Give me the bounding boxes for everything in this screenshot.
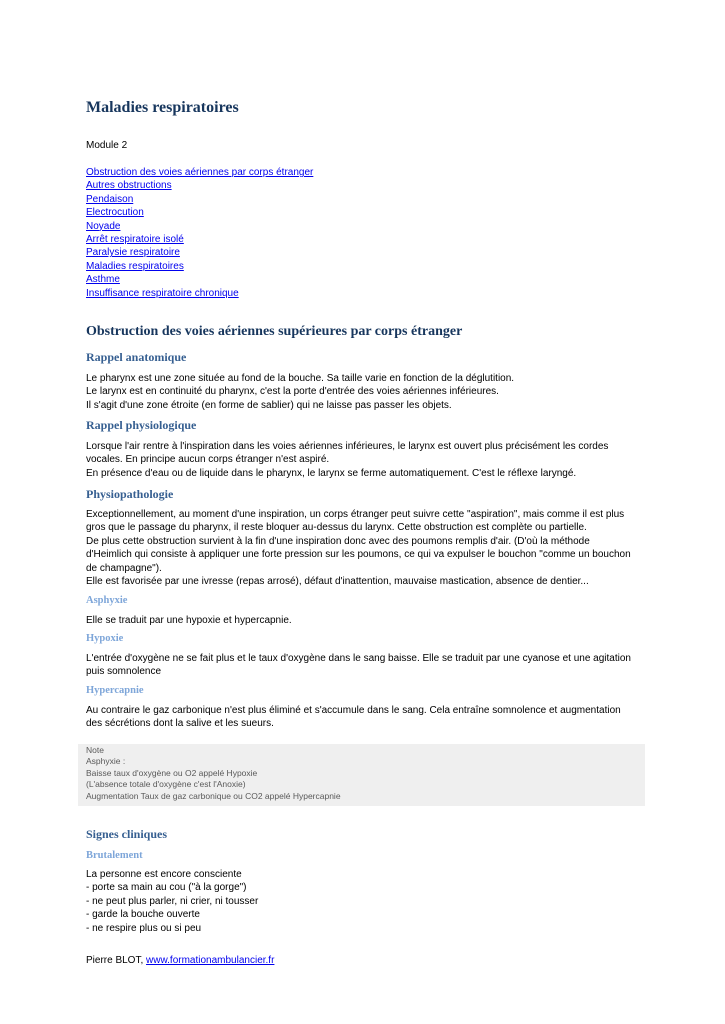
text-line: des sécrétions dont la salive et les sueurs. [86, 718, 274, 730]
section-heading-obstruction: Obstruction des voies aériennes supérieures par corps étranger [86, 324, 463, 339]
toc-item [86, 166, 313, 179]
subheading-hypercapnie: Hypercapnie [86, 685, 144, 696]
toc-item [86, 193, 313, 206]
toc-item [86, 220, 313, 233]
signes-list [86, 868, 258, 935]
text-line: gros que le passage du pharynx, il reste bloquer au-dessus du larynx. Cette obstruction est complète ou partielle. [86, 522, 587, 534]
paragraph-rappel-anatomique [86, 372, 646, 412]
text-line: Le larynx est en continuité du pharynx, c'est la porte d'entrée des voies aériennes inférieures. [86, 386, 499, 398]
paragraph-rappel-physiologique [86, 440, 646, 480]
toc-link-paralysie[interactable]: Paralysie respiratoire [86, 247, 180, 259]
list-item: - garde la bouche ouverte [86, 909, 200, 921]
text-line: puis somnolence [86, 666, 162, 678]
text-line: Lorsque l'air rentre à l'inspiration dans les voies aériennes inférieures, le larynx est ouvert plus précisément les cordes [86, 441, 609, 452]
toc-link-insuffisance[interactable]: Insuffisance respiratoire chronique [86, 287, 239, 299]
text-line: L'entrée d'oxygène ne se fait plus et le taux d'oxygène dans le sang baisse. Elle se traduit par une cyanose et une agitation [86, 653, 631, 664]
toc-link-pendaison[interactable]: Pendaison [86, 193, 134, 205]
note-box [78, 744, 645, 806]
paragraph-hypercapnie [86, 704, 646, 731]
text-line: Il s'agit d'une zone étroite (en forme de sablier) qui ne laisse pas passer les objets. [86, 399, 452, 411]
list-item: La personne est encore consciente [86, 869, 242, 880]
toc-link-asthme[interactable]: Asthme [86, 274, 120, 286]
footer-author: Pierre BLOT, [86, 955, 147, 966]
note-title: Note [86, 745, 104, 755]
toc-item [86, 233, 313, 246]
list-item: - porte sa main au cou ("à la gorge") [86, 882, 247, 894]
footer-website-link[interactable]: www.formationambulancier.fr [146, 955, 275, 966]
text-line: vocales. En principe aucun corps étranger n'est aspiré. [86, 454, 330, 466]
text-line: de champagne"). [86, 562, 162, 574]
text-line: Elle est favorisée par une ivresse (repas arrosé), défaut d'inattention, mauvaise mastication, absence de dentier... [86, 576, 589, 588]
list-item: - ne peut plus parler, ni crier, ni tousser [86, 895, 259, 907]
text-line: De plus cette obstruction survient à la fin d'une inspiration donc avec des poumons remplis d'air. (D'où la méthode [86, 535, 590, 547]
subheading-physiopathologie: Physiopathologie [86, 487, 174, 501]
toc-link-noyade[interactable]: Noyade [86, 220, 121, 232]
table-of-contents [86, 166, 313, 300]
toc-link-obstruction[interactable]: Obstruction des voies aériennes par corps étranger [86, 167, 314, 178]
note-line: (L'absence totale d'oxygène c'est l'Anoxie) [86, 779, 246, 790]
toc-item [86, 206, 313, 219]
paragraph-asphyxie [86, 614, 646, 627]
text-line: Elle se traduit par une hypoxie et hypercapnie. [86, 615, 292, 626]
text-line: Le pharynx est une zone située au fond de la bouche. Sa taille varie en fonction de la déglutition. [86, 373, 515, 384]
toc-link-arret-respiratoire[interactable]: Arrêt respiratoire isolé [86, 234, 184, 246]
note-line: Asphyxie : [86, 756, 126, 767]
subheading-brutalement: Brutalement [86, 850, 143, 861]
text-line: d'Heimlich qui consiste à appliquer une forte pression sur les poumons, ce qui va expulser le bouchon "comme un bouchon [86, 549, 631, 561]
list-item: - ne respire plus ou si peu [86, 922, 202, 934]
subheading-asphyxie: Asphyxie [86, 595, 128, 606]
page-title: Maladies respiratoires [86, 99, 239, 116]
text-line: Au contraire le gaz carbonique n'est plus éliminé et s'accumule dans le sang. Cela entraîne somnolence et augmentation [86, 705, 621, 716]
toc-item [86, 273, 313, 286]
toc-item [86, 246, 313, 259]
subheading-hypoxie: Hypoxie [86, 633, 124, 644]
toc-link-maladies[interactable]: Maladies respiratoires [86, 260, 184, 272]
toc-item [86, 179, 313, 192]
text-line: En présence d'eau ou de liquide dans le pharynx, le larynx se ferme automatiquement. C'est le réflexe laryngé. [86, 467, 577, 479]
toc-link-autres-obstructions[interactable]: Autres obstructions [86, 180, 172, 192]
footer [86, 955, 274, 966]
toc-item [86, 260, 313, 273]
text-line: Exceptionnellement, au moment d'une inspiration, un corps étranger peut suivre cette "aspiration", mais comme il est plus [86, 509, 625, 520]
toc-item [86, 287, 313, 300]
note-line: Baisse taux d'oxygène ou O2 appelé Hypoxie [86, 767, 258, 778]
subheading-rappel-anatomique: Rappel anatomique [86, 350, 187, 364]
module-label: Module 2 [86, 140, 128, 151]
note-line: Augmentation Taux de gaz carbonique ou CO2 appelé Hypercapnie [86, 790, 341, 801]
subheading-signes-cliniques: Signes cliniques [86, 827, 168, 841]
paragraph-hypoxie [86, 652, 646, 679]
paragraph-physiopathologie [86, 508, 646, 588]
toc-link-electrocution[interactable]: Electrocution [86, 207, 144, 219]
subheading-rappel-physiologique: Rappel physiologique [86, 418, 197, 432]
